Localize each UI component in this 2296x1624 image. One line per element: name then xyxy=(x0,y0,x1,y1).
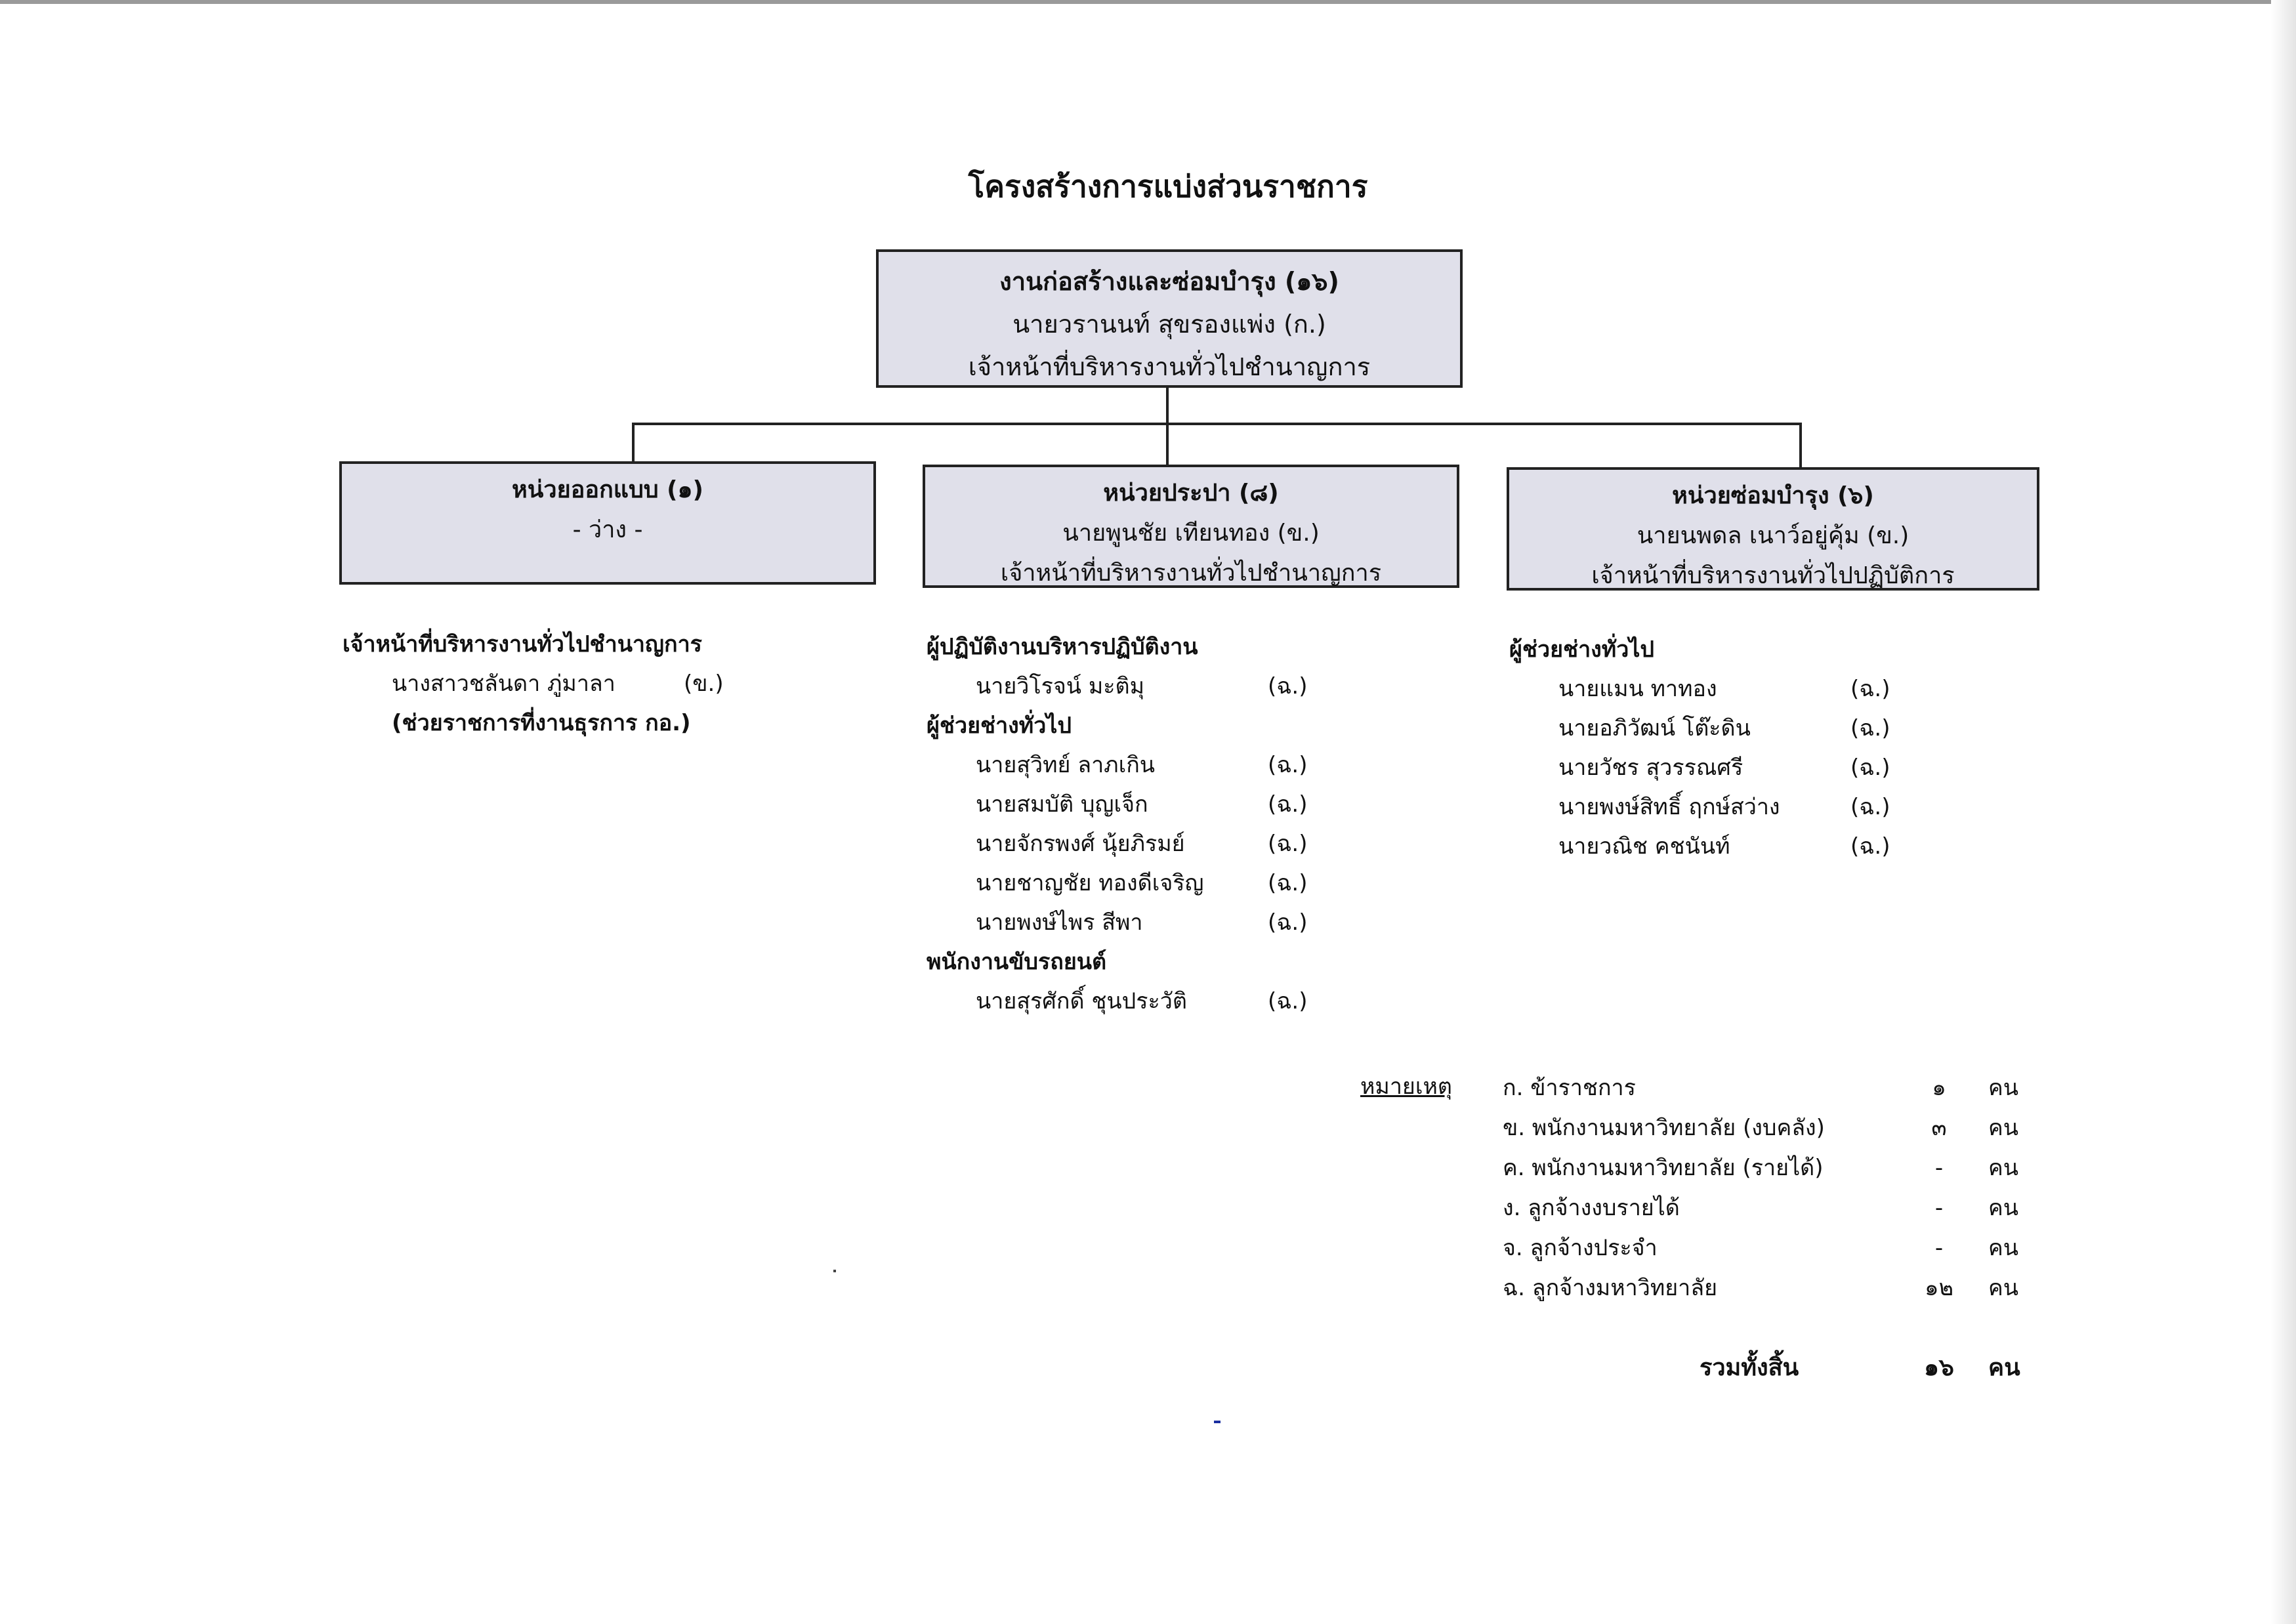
legend-title: หมายเหตุ xyxy=(1360,1073,1452,1100)
staff-name: นางสาวชลันดา ภู่มาลา xyxy=(392,671,616,697)
staff-row xyxy=(343,664,867,703)
legend-count: - xyxy=(1934,1155,1944,1181)
total-label: รวมทั้งสิ้น xyxy=(1700,1354,1799,1381)
staff-type: (ฉ.) xyxy=(1268,909,1308,936)
org-box-water-unit xyxy=(923,465,1459,588)
legend-row xyxy=(1503,1228,2028,1268)
legend-unit: คน xyxy=(1988,1275,2018,1301)
staff-name: นายสมบัติ บุญเจ็ก xyxy=(976,791,1148,818)
legend-count: - xyxy=(1934,1195,1944,1221)
connector-right-down xyxy=(1799,423,1802,468)
unit-head-position: เจ้าหน้าที่บริหารงานทั่วไปชำนาญการ xyxy=(1000,560,1382,587)
legend-unit: คน xyxy=(1988,1235,2018,1261)
staff-row xyxy=(927,667,1451,706)
legend-label: ค. พนักงานมหาวิทยาลัย (รายได้) xyxy=(1503,1155,1824,1181)
connector-left-down xyxy=(632,423,635,462)
ink-mark xyxy=(1214,1421,1221,1423)
total-unit: คน xyxy=(1988,1354,2020,1381)
staff-type: (ฉ.) xyxy=(1268,988,1308,1014)
staff-type: (ข.) xyxy=(684,671,724,697)
org-box-construction-maintenance xyxy=(876,249,1463,388)
staff-type: (ฉ.) xyxy=(1850,794,1890,820)
staff-name: นายสุรศักดิ์ ชุนประวัติ xyxy=(976,988,1187,1014)
legend-label: ก. ข้าราชการ xyxy=(1503,1075,1636,1101)
unit-head-name: นายนพดล เนาว์อยู่คุ้ม (ข.) xyxy=(1637,522,1910,549)
staff-type: (ฉ.) xyxy=(1268,791,1308,818)
unit-heading: หน่วยออกแบบ (๑) xyxy=(512,476,703,503)
staff-name: นายสุวิทย์ ลาภเกิน xyxy=(976,752,1156,778)
total-count: ๑๖ xyxy=(1924,1354,1954,1381)
legend-unit: คน xyxy=(1988,1115,2018,1141)
staff-row xyxy=(1509,787,2034,827)
legend-total xyxy=(1503,1348,2028,1388)
staff-row xyxy=(927,824,1451,864)
staff-name: นายแมน ทาทอง xyxy=(1558,676,1717,702)
staff-name: นายพงษ์สิทธิ์ ฤกษ์สว่าง xyxy=(1558,794,1780,820)
staff-type: (ฉ.) xyxy=(1850,676,1890,702)
legend-count: ๑ xyxy=(1932,1075,1946,1101)
staff-category: ผู้ช่วยช่างทั่วไป xyxy=(1509,636,1654,663)
staff-row xyxy=(927,903,1451,942)
staff-type: (ฉ.) xyxy=(1850,833,1890,860)
legend-row xyxy=(1503,1188,2028,1228)
staff-row xyxy=(927,982,1451,1021)
legend-row xyxy=(1503,1068,2028,1108)
legend-label: ข. พนักงานมหาวิทยาลัย (งบคลัง) xyxy=(1503,1115,1825,1141)
connector-horizontal xyxy=(632,423,1802,425)
legend-label: ฉ. ลูกจ้างมหาวิทยาลัย xyxy=(1503,1275,1718,1301)
staff-name: นายอภิวัฒน์ โต๊ะดิน xyxy=(1558,715,1751,741)
staff-category: ผู้ช่วยช่างทั่วไป xyxy=(927,713,1072,739)
water-unit-staff xyxy=(927,627,1451,1021)
unit-head-position: เจ้าหน้าที่บริหารงานทั่วไปปฏิบัติการ xyxy=(1591,562,1955,589)
staff-row xyxy=(927,864,1451,903)
scan-right-edge xyxy=(2271,0,2296,1624)
staff-type: (ฉ.) xyxy=(1850,715,1890,741)
legend-label: ง. ลูกจ้างงบรายได้ xyxy=(1503,1195,1680,1221)
staff-type: (ฉ.) xyxy=(1268,831,1308,857)
staff-row xyxy=(1509,709,2034,748)
unit-head-name: นายพูนชัย เทียนทอง (ข.) xyxy=(1062,520,1320,547)
staff-row xyxy=(1509,827,2034,866)
legend-row xyxy=(1503,1108,2028,1148)
staff-name: นายวิโรจน์ มะติมุ xyxy=(976,673,1145,699)
staff-type: (ฉ.) xyxy=(1850,755,1890,781)
legend-unit: คน xyxy=(1988,1075,2018,1101)
unit-heading: หน่วยประปา (๘) xyxy=(1103,480,1279,507)
staff-type: (ฉ.) xyxy=(1268,870,1308,896)
staff-row xyxy=(927,785,1451,824)
legend-row xyxy=(1503,1268,2028,1308)
org-box-head-name: นายวรานนท์ สุขรองแพ่ง (ก.) xyxy=(1012,310,1326,339)
repair-unit-staff xyxy=(1509,630,2034,866)
design-unit-staff xyxy=(343,625,867,743)
connector-top-down xyxy=(1166,388,1169,465)
legend-count: - xyxy=(1934,1235,1944,1261)
staff-name: นายวัชร สุวรรณศรี xyxy=(1558,755,1743,781)
staff-type: (ฉ.) xyxy=(1268,673,1308,699)
legend-row xyxy=(1503,1148,2028,1188)
legend-count: ๑๒ xyxy=(1925,1275,1953,1301)
staff-note: (ช่วยราชการที่งานธุรการ กอ.) xyxy=(392,710,691,736)
staff-row xyxy=(927,745,1451,785)
staff-type: (ฉ.) xyxy=(1268,752,1308,778)
staff-row xyxy=(1509,748,2034,787)
legend-label: จ. ลูกจ้างประจำ xyxy=(1503,1235,1658,1261)
staff-category: ผู้ปฏิบัติงานบริหารปฏิบัติงาน xyxy=(927,634,1198,660)
legend-unit: คน xyxy=(1988,1155,2018,1181)
legend-unit: คน xyxy=(1988,1195,2018,1221)
ink-mark xyxy=(833,1270,836,1272)
unit-heading: หน่วยซ่อมบำรุง (๖) xyxy=(1672,482,1874,509)
staff-name: นายวณิช คชนันท์ xyxy=(1558,833,1730,860)
org-box-design-unit xyxy=(339,461,876,585)
staff-row xyxy=(1509,669,2034,709)
staff-name: นายชาญชัย ทองดีเจริญ xyxy=(976,870,1204,896)
org-box-repair-unit xyxy=(1507,467,2039,591)
legend-count: ๓ xyxy=(1931,1115,1947,1141)
unit-head-name: - ว่าง - xyxy=(572,516,643,543)
staff-category: เจ้าหน้าที่บริหารงานทั่วไปชำนาญการ xyxy=(343,631,702,657)
staff-name: นายจักรพงศ์ นุ้ยภิรมย์ xyxy=(976,831,1185,857)
org-box-head-position: เจ้าหน้าที่บริหารงานทั่วไปชำนาญการ xyxy=(968,352,1371,381)
org-box-heading: งานก่อสร้างและซ่อมบำรุง (๑๖) xyxy=(999,267,1339,296)
staff-name: นายพงษ์ไพร สีพา xyxy=(976,909,1143,936)
scan-top-edge xyxy=(0,0,2296,4)
staff-category: พนักงานขับรถยนต์ xyxy=(927,949,1107,975)
page-title: โครงสร้างการแบ่งส่วนราชการ xyxy=(968,169,1368,204)
